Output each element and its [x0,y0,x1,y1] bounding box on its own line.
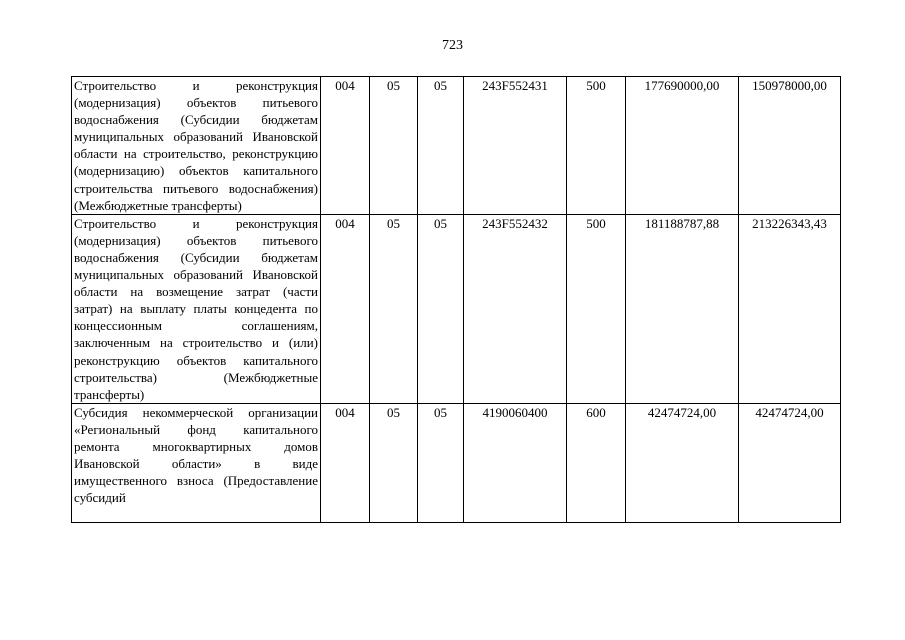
amount-year-2: 42474724,00 [739,403,841,522]
ministry-code: 004 [321,403,370,522]
section-code: 05 [370,77,418,215]
amount-year-1: 42474724,00 [626,403,739,522]
subsection-code: 05 [418,214,464,403]
row-description: Строительство и реконструкция (модернизация) объектов питьевого водоснабжения (Субсидии бюджетам муниципальных образований Ивановской области на возмещение затрат (части затрат) на выплату платы концедента по концессионным соглашениям, заключенным на строительство и (или) реконструкцию объектов капитального строительства) (Межбюджетные трансферты) [72,214,321,403]
expense-type-code: 500 [567,214,626,403]
expense-type-code: 600 [567,403,626,522]
target-article-code: 243F552431 [464,77,567,215]
ministry-code: 004 [321,214,370,403]
table-row [72,77,841,215]
subsection-code: 05 [418,403,464,522]
page-number: 723 [442,38,463,53]
section-code: 05 [370,403,418,522]
row-description: Строительство и реконструкция (модернизация) объектов питьевого водоснабжения (Субсидии бюджетам муниципальных образований Ивановской области на строительство, реконструкцию (модернизацию) объектов капитального строительства питьевого водоснабжения) (Межбюджетные трансферты) [72,77,321,215]
amount-year-1: 181188787,88 [626,214,739,403]
table-row [72,214,841,403]
table-row [72,403,841,522]
subsection-code: 05 [418,77,464,215]
expense-type-code: 500 [567,77,626,215]
section-code: 05 [370,214,418,403]
target-article-code: 4190060400 [464,403,567,522]
target-article-code: 243F552432 [464,214,567,403]
amount-year-2: 213226343,43 [739,214,841,403]
budget-table [71,76,841,523]
amount-year-2: 150978000,00 [739,77,841,215]
ministry-code: 004 [321,77,370,215]
amount-year-1: 177690000,00 [626,77,739,215]
row-description: Субсидия некоммерческой организации «Региональный фонд капитального ремонта многоквартирных домов Ивановской области» в виде имущественного взноса (Предоставление субсидий [72,403,321,522]
